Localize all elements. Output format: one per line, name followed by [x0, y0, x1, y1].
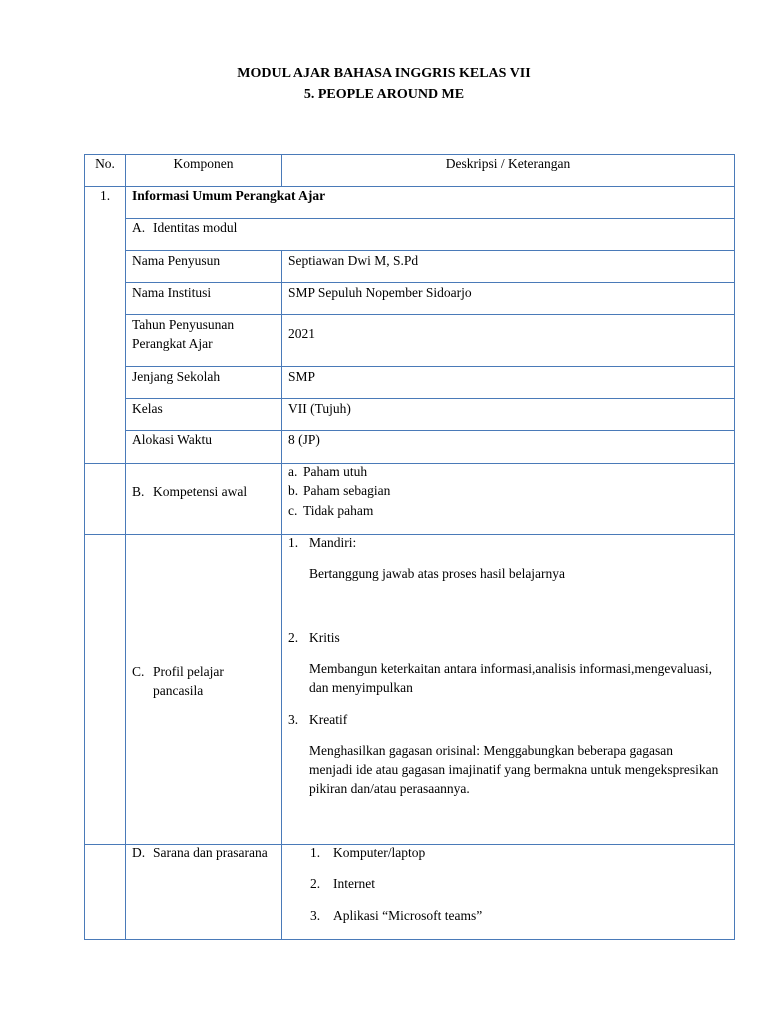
profil-item-title: Kritis [309, 630, 340, 645]
list-marker: 1. [288, 535, 299, 550]
profil-marker: C. [132, 664, 145, 679]
identity-value: 2021 [288, 326, 315, 341]
profil-label: Profil pelajar [153, 664, 224, 679]
identitas-marker: A. [132, 220, 146, 235]
profil-item-desc: Membangun keterkaitan antara informasi,analisis informasi,mengevaluasi, [309, 661, 712, 676]
list-marker: b. [288, 483, 299, 498]
sarana-item: Komputer/laptop [333, 845, 426, 860]
row-number: 1. [99, 188, 111, 203]
list-marker: 1. [310, 845, 321, 860]
sarana-item: Aplikasi “Microsoft teams” [333, 908, 483, 923]
identity-label: Nama Institusi [132, 285, 212, 300]
profil-item-desc: Menghasilkan gagasan orisinal: Menggabungkan beberapa gagasan [309, 743, 674, 758]
profil-item-desc: Bertanggung jawab atas proses hasil belajarnya [309, 566, 566, 581]
identity-value: Septiawan Dwi M, S.Pd [288, 253, 419, 268]
identitas-label: Identitas modul [153, 220, 238, 235]
table-border [125, 430, 735, 431]
table-border [84, 463, 735, 464]
profil-item-title: Mandiri: [309, 535, 357, 550]
table-border-bottom [84, 939, 735, 940]
header-komponen: Komponen [173, 156, 234, 171]
table-border [281, 250, 282, 940]
profil-item-title: Kreatif [309, 712, 348, 727]
list-marker: 2. [310, 876, 321, 891]
identity-value: 8 (JP) [288, 432, 320, 447]
header-no: No. [95, 156, 115, 171]
list-marker: 3. [310, 908, 321, 923]
list-marker: 2. [288, 630, 299, 645]
profil-item-desc: pikiran dan/atau perasaannya. [309, 781, 470, 796]
identity-label: Kelas [132, 401, 163, 416]
identity-value: VII (Tujuh) [288, 401, 351, 416]
section-title: Informasi Umum Perangkat Ajar [132, 188, 326, 203]
list-marker: c. [288, 503, 298, 518]
identity-label: Nama Penyusun [132, 253, 221, 268]
document-subtitle: 5. PEOPLE AROUND ME [303, 87, 465, 102]
profil-item-desc: dan menyimpulkan [309, 680, 413, 695]
header-deskripsi: Deskripsi / Keterangan [445, 156, 571, 171]
table-border [84, 534, 735, 535]
kompetensi-item: Paham sebagian [303, 483, 391, 498]
identity-label: Jenjang Sekolah [132, 369, 221, 384]
identity-label: Perangkat Ajar [132, 336, 213, 351]
sarana-item: Internet [333, 876, 375, 891]
document-title: MODUL AJAR BAHASA INGGRIS KELAS VII [237, 66, 531, 81]
identity-value: SMP Sepuluh Nopember Sidoarjo [288, 285, 472, 300]
sarana-label: Sarana dan prasarana [153, 845, 268, 860]
list-marker: 3. [288, 712, 299, 727]
table-border [125, 398, 735, 399]
identity-value: SMP [288, 369, 316, 384]
kompetensi-marker: B. [132, 484, 145, 499]
list-marker: a. [288, 464, 298, 479]
profil-label: pancasila [153, 683, 204, 698]
identity-label: Alokasi Waktu [132, 432, 213, 447]
table-border-left [84, 154, 85, 940]
kompetensi-item: Tidak paham [303, 503, 374, 518]
kompetensi-item: Paham utuh [303, 464, 368, 479]
table-border-right [734, 154, 735, 940]
profil-item-desc: menjadi ide atau gagasan imajinatif yang bermakna untuk mengekspresikan [309, 762, 719, 777]
table-border [125, 154, 126, 940]
identity-label: Tahun Penyusunan [132, 317, 235, 332]
sarana-marker: D. [132, 845, 146, 860]
kompetensi-label: Kompetensi awal [153, 484, 248, 499]
